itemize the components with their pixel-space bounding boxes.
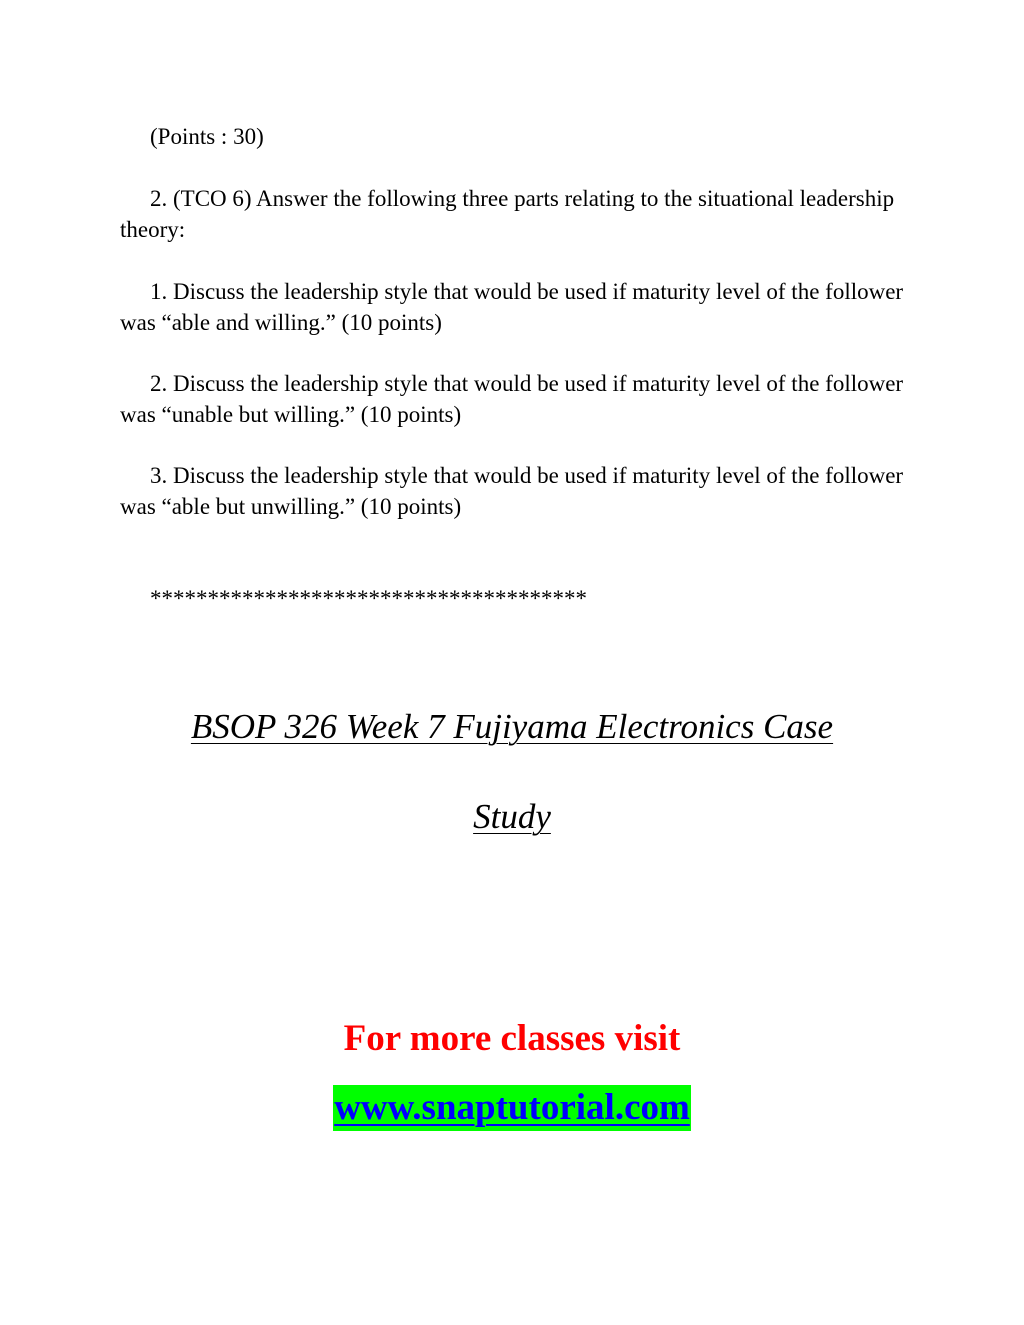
question-part-3: 3. Discuss the leadership style that would be used if maturity level of the follower was “able but unwilling.” (10 points)	[120, 463, 904, 519]
question-part-1: 1. Discuss the leadership style that would be used if maturity level of the follower was “able and willing.” (10 points)	[120, 279, 904, 335]
question-text: 2. (TCO 6) Answer the following three parts relating to the situational leadership theory:	[120, 186, 895, 242]
snaptutorial-link[interactable]: www.snaptutorial.com	[333, 1085, 691, 1131]
title-heading-line-2: Study	[473, 797, 551, 836]
title-heading-line-1: BSOP 326 Week 7 Fujiyama Electronics Case	[190, 707, 834, 746]
points-line: (Points : 30)	[150, 124, 264, 149]
promo-text	[0, 1017, 1024, 1061]
separator-stars: **************************************	[150, 586, 587, 611]
promo-label: For more classes visit	[343, 1018, 681, 1059]
link-container	[0, 1085, 1024, 1131]
question-part-2: 2. Discuss the leadership style that would be used if maturity level of the follower was “unable but willing.” (10 points)	[120, 371, 904, 427]
